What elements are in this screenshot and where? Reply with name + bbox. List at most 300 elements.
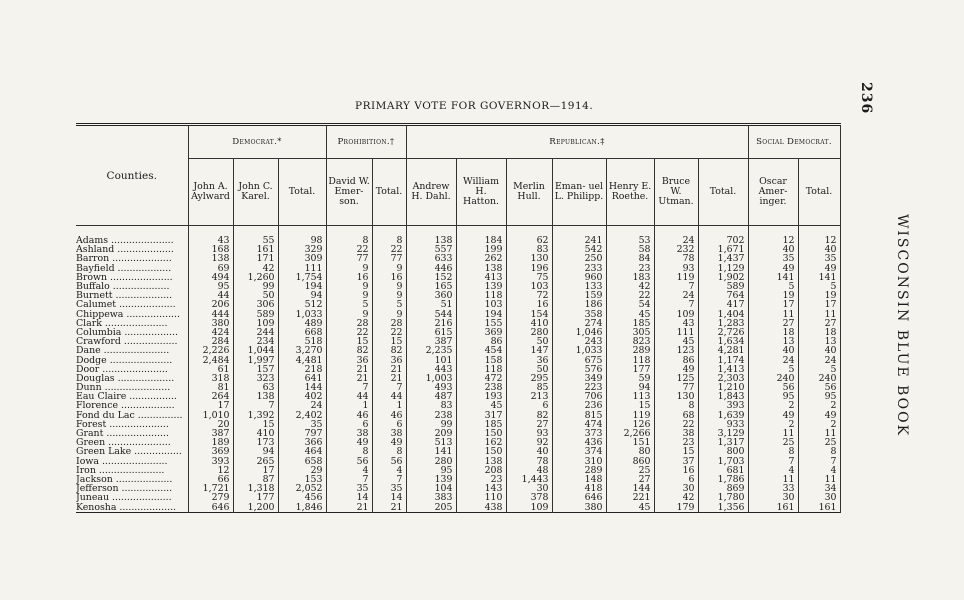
vote-cell: 213	[506, 392, 552, 401]
vote-cell: 383	[406, 493, 456, 502]
vote-cell: 17	[188, 401, 233, 410]
vote-cell: 681	[698, 466, 748, 475]
total-header: Total.	[698, 159, 748, 226]
vote-cell: 250	[552, 254, 606, 263]
vote-cell: 199	[456, 245, 506, 254]
vote-cell: 29	[278, 466, 326, 475]
vote-cell: 633	[406, 254, 456, 263]
county-row	[76, 328, 840, 337]
vote-cell: 93	[654, 264, 698, 273]
vote-cell: 154	[506, 310, 552, 319]
vote-cell: 4	[798, 466, 840, 475]
vote-cell: 208	[456, 466, 506, 475]
vote-cell: 7	[372, 475, 406, 484]
vote-cell: 83	[506, 245, 552, 254]
county-name: Eau Claire	[76, 392, 127, 402]
vote-cell: 111	[278, 264, 326, 273]
vote-cell: 15	[654, 447, 698, 456]
vote-cell: 43	[654, 319, 698, 328]
vote-cell: 61	[188, 365, 233, 374]
vote-cell: 797	[278, 429, 326, 438]
vote-cell: 6	[326, 420, 372, 429]
vote-cell: 4	[748, 466, 798, 475]
county-name-cell	[76, 457, 188, 466]
vote-cell: 141	[798, 273, 840, 282]
vote-cell: 436	[552, 438, 606, 447]
vote-cell: 284	[188, 337, 233, 346]
vote-cell: 84	[606, 254, 654, 263]
vote-cell: 95	[798, 392, 840, 401]
vote-cell: 27	[798, 319, 840, 328]
party-header-democrat: Democrat.*	[188, 125, 326, 159]
county-name: Dane	[76, 346, 101, 356]
vote-cell: 49	[748, 411, 798, 420]
vote-cell: 1,634	[698, 337, 748, 346]
vote-cell: 280	[506, 328, 552, 337]
county-row	[76, 291, 840, 300]
vote-cell: 27	[606, 475, 654, 484]
vote-cell: 16	[372, 273, 406, 282]
vote-cell: 1,437	[698, 254, 748, 263]
vote-cell: 11	[798, 475, 840, 484]
vote-cell: 12	[748, 226, 798, 246]
county-name-cell	[76, 429, 188, 438]
vote-cell: 823	[606, 337, 654, 346]
vote-cell: 2,235	[406, 346, 456, 355]
county-row	[76, 429, 840, 438]
vote-cell: 186	[552, 300, 606, 309]
vote-cell: 40	[506, 447, 552, 456]
vote-cell: 43	[188, 226, 233, 246]
vote-cell: 17	[798, 300, 840, 309]
vote-cell: 280	[406, 457, 456, 466]
vote-cell: 243	[552, 337, 606, 346]
vote-cell: 24	[798, 355, 840, 364]
vote-cell: 104	[406, 484, 456, 493]
vote-cell: 9	[372, 264, 406, 273]
vote-cell: 5	[798, 365, 840, 374]
county-row	[76, 383, 840, 392]
vote-cell: 179	[654, 502, 698, 512]
vote-cell: 143	[456, 484, 506, 493]
vote-cell: 82	[326, 346, 372, 355]
vote-cell: 9	[372, 310, 406, 319]
county-name: Dunn	[76, 383, 102, 393]
leader-dots: ....................	[106, 419, 169, 429]
vote-cell: 99	[406, 420, 456, 429]
vote-cell: 14	[372, 493, 406, 502]
vote-cell: 30	[654, 484, 698, 493]
county-row	[76, 355, 840, 364]
vote-cell: 36	[326, 355, 372, 364]
leader-dots: ....................	[109, 254, 172, 264]
vote-cell: 35	[372, 484, 406, 493]
vote-cell: 94	[233, 447, 278, 456]
vote-cell: 21	[326, 374, 372, 383]
vote-cell: 1,846	[278, 502, 326, 512]
vote-cell: 380	[552, 502, 606, 512]
vote-cell: 1,318	[233, 484, 278, 493]
vote-cell: 1,786	[698, 475, 748, 484]
vote-cell: 8	[326, 447, 372, 456]
vote-cell: 240	[798, 374, 840, 383]
leader-dots: ......................	[101, 383, 171, 393]
vote-cell: 109	[654, 310, 698, 319]
vote-cell: 410	[506, 319, 552, 328]
vote-cell: 56	[326, 457, 372, 466]
vote-cell: 9	[326, 264, 372, 273]
vote-cell: 6	[372, 420, 406, 429]
county-name: Columbia	[76, 327, 122, 338]
vote-cell: 19	[748, 291, 798, 300]
vote-cell: 380	[188, 319, 233, 328]
county-name-cell	[76, 493, 188, 502]
vote-cell: 111	[654, 328, 698, 337]
county-name-cell	[76, 392, 188, 401]
vote-cell: 274	[552, 319, 606, 328]
vote-cell: 393	[698, 401, 748, 410]
vote-cell: 130	[654, 392, 698, 401]
leader-dots: ...................	[114, 245, 174, 255]
vote-cell: 9	[326, 291, 372, 300]
vote-cell: 133	[552, 282, 606, 291]
vote-cell: 130	[506, 254, 552, 263]
vote-cell: 244	[233, 328, 278, 337]
vote-cell: 209	[406, 429, 456, 438]
leader-dots: .....................	[106, 355, 173, 365]
vote-cell: 238	[406, 411, 456, 420]
candidate-header: Merlin Hull.	[506, 159, 552, 226]
leader-dots: .....................	[103, 428, 169, 439]
vote-cell: 2,303	[698, 374, 748, 383]
county-name-cell	[76, 300, 188, 309]
vote-cell: 387	[406, 337, 456, 346]
vote-cell: 185	[456, 420, 506, 429]
leader-dots: ...................	[112, 291, 173, 301]
county-name: Bayfield	[76, 263, 115, 273]
vote-cell: 22	[326, 245, 372, 254]
vote-cell: 2	[798, 401, 840, 410]
vote-cell: 702	[698, 226, 748, 246]
county-name-cell	[76, 291, 188, 300]
vote-cell: 35	[798, 254, 840, 263]
vote-cell: 1	[326, 401, 372, 410]
vote-cell: 7	[372, 383, 406, 392]
county-row	[76, 484, 840, 493]
vote-cell: 1,639	[698, 411, 748, 420]
vote-cell: 56	[798, 383, 840, 392]
vote-cell: 8	[798, 447, 840, 456]
vote-cell: 30	[748, 493, 798, 502]
vote-cell: 240	[748, 374, 798, 383]
county-name-cell	[76, 438, 188, 447]
vote-cell: 56	[372, 457, 406, 466]
vote-cell: 373	[552, 429, 606, 438]
vote-cell: 22	[654, 420, 698, 429]
vote-cell: 49	[748, 264, 798, 273]
vote-cell: 306	[233, 300, 278, 309]
county-name-cell	[76, 374, 188, 383]
vote-cell: 25	[798, 438, 840, 447]
county-row	[76, 300, 840, 309]
vote-cell: 92	[506, 438, 552, 447]
vote-cell: 289	[606, 346, 654, 355]
vote-cell: 82	[372, 346, 406, 355]
vote-cell: 1,174	[698, 355, 748, 364]
vote-cell: 378	[506, 493, 552, 502]
county-name-cell	[76, 328, 188, 337]
vote-cell: 4	[372, 466, 406, 475]
vote-cell: 24	[278, 401, 326, 410]
county-row	[76, 245, 840, 254]
vote-cell: 95	[188, 282, 233, 291]
county-name-cell	[76, 282, 188, 291]
vote-cell: 185	[606, 319, 654, 328]
vote-cell: 15	[606, 401, 654, 410]
county-row	[76, 392, 840, 401]
vote-cell: 223	[552, 383, 606, 392]
vote-cell: 493	[406, 383, 456, 392]
leader-dots: ......................	[99, 364, 168, 374]
vote-cell: 150	[456, 429, 506, 438]
counties-header: Counties.	[76, 125, 188, 226]
vote-cell: 349	[552, 374, 606, 383]
vote-cell: 157	[233, 365, 278, 374]
candidate-header: Oscar Amer- inger.	[748, 159, 798, 226]
county-name-cell	[76, 365, 188, 374]
candidate-header-row	[76, 159, 840, 226]
vote-cell: 4	[326, 466, 372, 475]
county-name: Iowa	[76, 456, 99, 466]
county-name: Green	[76, 438, 106, 448]
vote-cell: 14	[326, 493, 372, 502]
vote-cell: 221	[606, 493, 654, 502]
vote-cell: 139	[456, 282, 506, 291]
county-name: Crawford	[76, 337, 121, 347]
vote-cell: 138	[233, 392, 278, 401]
vote-cell: 51	[406, 300, 456, 309]
vote-cell: 1,317	[698, 438, 748, 447]
vote-cell: 11	[748, 475, 798, 484]
vote-cell: 417	[698, 300, 748, 309]
vote-cell: 234	[233, 337, 278, 346]
vote-cell: 69	[188, 264, 233, 273]
vote-cell: 177	[233, 493, 278, 502]
vote-cell: 8	[372, 447, 406, 456]
vote-cell: 81	[188, 383, 233, 392]
vote-cell: 155	[456, 319, 506, 328]
vote-cell: 456	[278, 493, 326, 502]
vote-cell: 1,033	[552, 346, 606, 355]
vote-cell: 162	[456, 438, 506, 447]
vote-cell: 9	[372, 291, 406, 300]
vote-cell: 56	[748, 383, 798, 392]
vote-cell: 205	[406, 502, 456, 512]
vote-cell: 144	[606, 484, 654, 493]
vote-cell: 78	[654, 254, 698, 263]
county-row	[76, 365, 840, 374]
county-name: Forest	[76, 419, 107, 429]
county-name-cell	[76, 383, 188, 392]
vote-cell: 98	[278, 226, 326, 246]
vote-cell: 8	[372, 226, 406, 246]
county-name-cell	[76, 319, 188, 328]
vote-cell: 94	[606, 383, 654, 392]
vote-cell: 309	[278, 254, 326, 263]
county-row	[76, 282, 840, 291]
vote-cell: 40	[798, 346, 840, 355]
county-name-cell	[76, 475, 188, 484]
vote-cell: 8	[326, 226, 372, 246]
vote-cell: 472	[456, 374, 506, 383]
county-name-cell	[76, 337, 188, 346]
county-name: Grant	[76, 428, 104, 439]
vote-cell: 658	[278, 457, 326, 466]
vote-cell: 6	[654, 475, 698, 484]
vote-cell: 13	[748, 337, 798, 346]
vote-cell: 393	[188, 457, 233, 466]
county-row	[76, 346, 840, 355]
vote-cell: 95	[748, 392, 798, 401]
vote-cell: 118	[456, 291, 506, 300]
vote-cell: 126	[606, 420, 654, 429]
county-row	[76, 337, 840, 346]
leader-dots: ......................	[100, 346, 170, 356]
vote-cell: 159	[552, 291, 606, 300]
vote-cell: 103	[506, 282, 552, 291]
candidate-header: Bruce W. Utman.	[654, 159, 698, 226]
vote-cell: 63	[233, 383, 278, 392]
vote-cell: 49	[326, 438, 372, 447]
vote-cell: 295	[506, 374, 552, 383]
vote-cell: 44	[188, 291, 233, 300]
vote-cell: 262	[456, 254, 506, 263]
vote-cell: 12	[188, 466, 233, 475]
vote-cell: 21	[372, 502, 406, 512]
party-header-prohibition: Prohibition.†	[326, 125, 406, 159]
vote-cell: 241	[552, 226, 606, 246]
vote-cell: 443	[406, 365, 456, 374]
vote-cell: 17	[748, 300, 798, 309]
vote-cell: 49	[798, 264, 840, 273]
county-name-cell	[76, 401, 188, 410]
leader-dots: ..................	[118, 401, 175, 411]
vote-cell: 557	[406, 245, 456, 254]
vote-cell: 446	[406, 264, 456, 273]
vote-cell: 21	[372, 374, 406, 383]
county-name: Door	[76, 364, 100, 374]
vote-cell: 9	[372, 282, 406, 291]
vote-cell: 22	[372, 245, 406, 254]
vote-cell: 9	[326, 282, 372, 291]
vote-cell: 27	[506, 420, 552, 429]
vote-cell: 11	[748, 310, 798, 319]
vote-cell: 22	[372, 328, 406, 337]
vote-cell: 153	[278, 475, 326, 484]
vote-cell: 317	[456, 411, 506, 420]
leader-dots: .....................	[101, 318, 168, 328]
vote-cell: 189	[188, 438, 233, 447]
vote-cell: 113	[606, 392, 654, 401]
vote-cell: 454	[456, 346, 506, 355]
vote-cell: 1,003	[406, 374, 456, 383]
vote-cell: 265	[233, 457, 278, 466]
running-head: WISCONSIN BLUE BOOK	[894, 214, 910, 438]
vote-cell: 675	[552, 355, 606, 364]
vote-table-body	[76, 226, 840, 513]
vote-cell: 40	[748, 245, 798, 254]
vote-cell: 45	[606, 502, 654, 512]
vote-cell: 494	[188, 273, 233, 282]
vote-cell: 38	[326, 429, 372, 438]
vote-cell: 1,902	[698, 273, 748, 282]
vote-cell: 158	[456, 355, 506, 364]
vote-cell: 233	[552, 264, 606, 273]
vote-cell: 38	[372, 429, 406, 438]
vote-cell: 148	[552, 475, 606, 484]
vote-cell: 50	[506, 365, 552, 374]
vote-cell: 216	[406, 319, 456, 328]
vote-cell: 152	[406, 273, 456, 282]
vote-cell: 1,200	[233, 502, 278, 512]
county-name: Kenosha	[76, 502, 117, 513]
vote-cell: 87	[233, 475, 278, 484]
vote-cell: 49	[654, 365, 698, 374]
vote-cell: 9	[326, 310, 372, 319]
leader-dots: ......................	[98, 456, 168, 466]
candidate-header: Henry E. Roethe.	[606, 159, 654, 226]
leader-dots: ....................	[109, 493, 172, 503]
vote-cell: 42	[654, 493, 698, 502]
candidate-header: William H. Hatton.	[456, 159, 506, 226]
vote-cell: 5	[326, 300, 372, 309]
vote-cell: 23	[606, 264, 654, 273]
vote-cell: 424	[188, 328, 233, 337]
vote-cell: 1,283	[698, 319, 748, 328]
vote-cell: 161	[233, 245, 278, 254]
vote-cell: 960	[552, 273, 606, 282]
vote-cell: 93	[506, 429, 552, 438]
leader-dots: ..................	[114, 263, 172, 273]
vote-cell: 77	[326, 254, 372, 263]
vote-cell: 25	[748, 438, 798, 447]
county-row	[76, 475, 840, 484]
county-name: Adams	[76, 235, 109, 246]
vote-cell: 38	[654, 429, 698, 438]
county-name: Chippewa	[76, 309, 124, 319]
vote-cell: 860	[606, 457, 654, 466]
vote-cell: 28	[372, 319, 406, 328]
county-row	[76, 273, 840, 282]
vote-cell: 125	[654, 374, 698, 383]
vote-cell: 139	[406, 475, 456, 484]
vote-cell: 42	[233, 264, 278, 273]
vote-cell: 50	[506, 337, 552, 346]
vote-cell: 25	[606, 466, 654, 475]
vote-cell: 66	[188, 475, 233, 484]
vote-cell: 1,671	[698, 245, 748, 254]
vote-table	[76, 123, 841, 513]
vote-cell: 46	[372, 411, 406, 420]
county-name: Green Lake	[76, 447, 132, 457]
vote-cell: 99	[233, 282, 278, 291]
vote-cell: 110	[456, 493, 506, 502]
vote-cell: 83	[406, 401, 456, 410]
vote-cell: 12	[798, 226, 840, 246]
vote-cell: 24	[748, 355, 798, 364]
vote-cell: 77	[372, 254, 406, 263]
vote-cell: 544	[406, 310, 456, 319]
